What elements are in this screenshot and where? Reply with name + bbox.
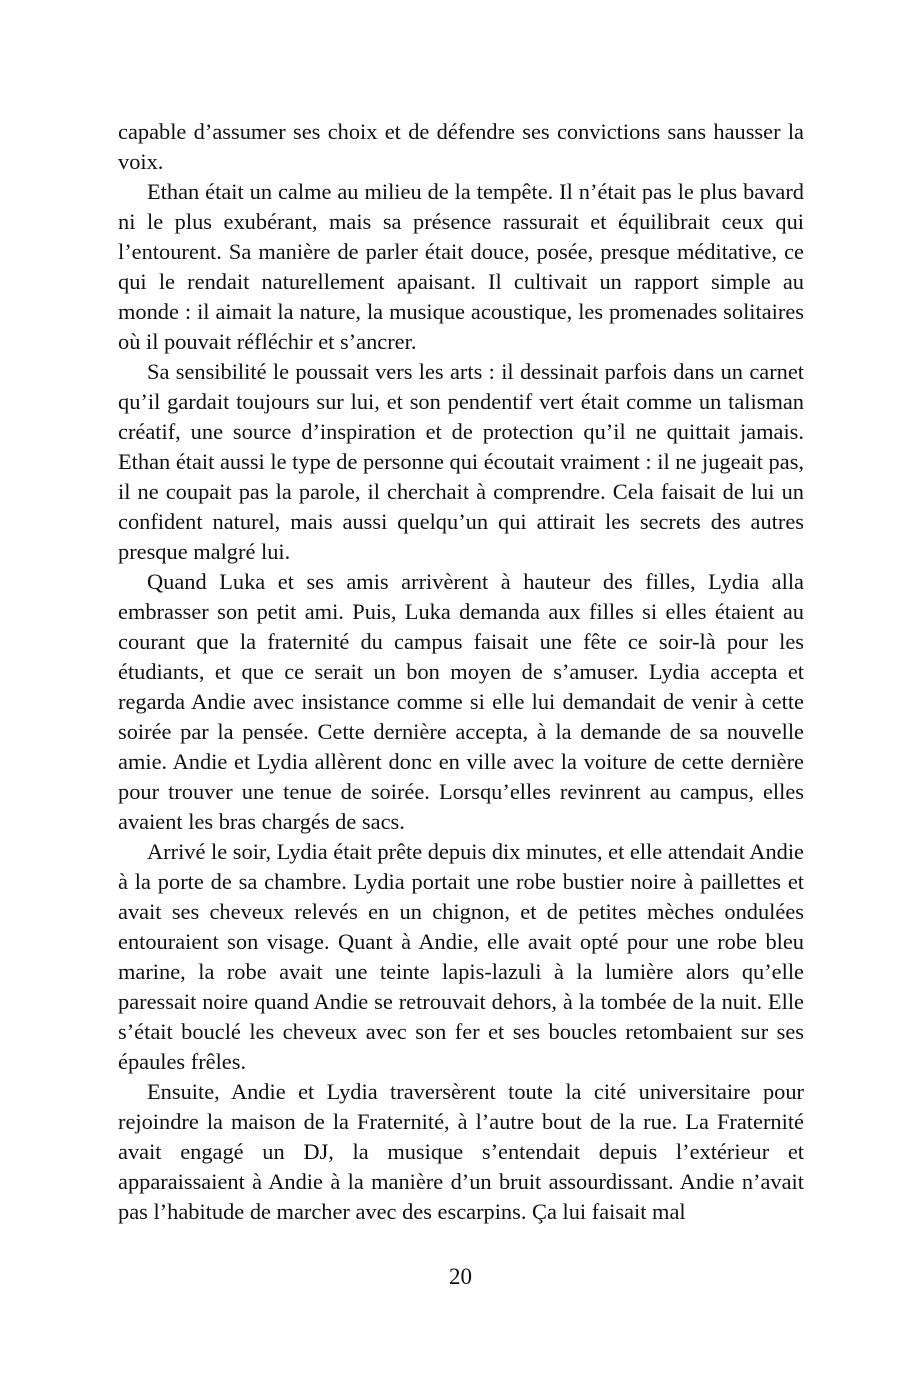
paragraph-continued: capable d’assumer ses choix et de défendre ses convictions sans hausser la voix. xyxy=(118,119,804,174)
paragraph-fraternite: Ensuite, Andie et Lydia traversèrent toute la cité universitaire pour rejoindre la maison de la Fraternité, à l’autre bout de la rue. La Fraternité avait engagé un DJ, la musique s’entendait depuis l’extérieur et apparaissaient à Andie à la manière d’un bruit assourdissant. Andie n’avait pas l’habitude de marcher avec des escarpins. Ça lui faisait mal xyxy=(118,1079,804,1224)
paragraph-soiree-tenue: Arrivé le soir, Lydia était prête depuis dix minutes, et elle attendait Andie à la porte de sa chambre. Lydia portait une robe bustier noire à paillettes et avait ses cheveux relevés en un chignon, et de petites mèches ondulées entouraient son visage. Quant à Andie, elle avait opté pour une robe bleu marine, la robe avait une teinte lapis-lazuli à la lumière alors qu’elle paressait noire quand Andie se retrouvait dehors, à la tombée de la nuit. Elle s’était bouclé les cheveux avec son fer et ses boucles retombaient sur ses épaules frêles. xyxy=(118,839,804,1074)
page-number: 20 xyxy=(449,1264,472,1289)
paragraph-ethan-calme: Ethan était un calme au milieu de la tempête. Il n’était pas le plus bavard ni le plus exubérant, mais sa présence rassurait et équilibrait ceux qui l’entourent. Sa manière de parler était douce, posée, presque méditative, ce qui le rendait naturellement apaisant. Il cultivait un rapport simple au monde : il aimait la nature, la musique acoustique, les promenades solitaires où il pouvait réfléchir et s’ancrer. xyxy=(118,179,804,354)
paragraph-luka-arrive: Quand Luka et ses amis arrivèrent à hauteur des filles, Lydia alla embrasser son petit ami. Puis, Luka demanda aux filles si elles étaient au courant que la fraternité du campus faisait une fête ce soir-là pour les étudiants, et que ce serait un bon moyen de s’amuser. Lydia accepta et regarda Andie avec insistance comme si elle lui demandait de venir à cette soirée par la pensée. Cette dernière accepta, à la demande de sa nouvelle amie. Andie et Lydia allèrent donc en ville avec la voiture de cette dernière pour trouver une tenue de soirée. Lorsqu’elles revinrent au campus, elles avaient les bras chargés de sacs. xyxy=(118,569,804,834)
page-body-text xyxy=(118,117,804,1227)
paragraph-sensibilite: Sa sensibilité le poussait vers les arts : il dessinait parfois dans un carnet qu’il gardait toujours sur lui, et son pendentif vert était comme un talisman créatif, une source d’inspiration et de protection qu’il ne quittait jamais. Ethan était aussi le type de personne qui écoutait vraiment : il ne jugeait pas, il ne coupait pas la parole, il cherchait à comprendre. Cela faisait de lui un confident naturel, mais aussi quelqu’un qui attirait les secrets des autres presque malgré lui. xyxy=(118,359,804,564)
